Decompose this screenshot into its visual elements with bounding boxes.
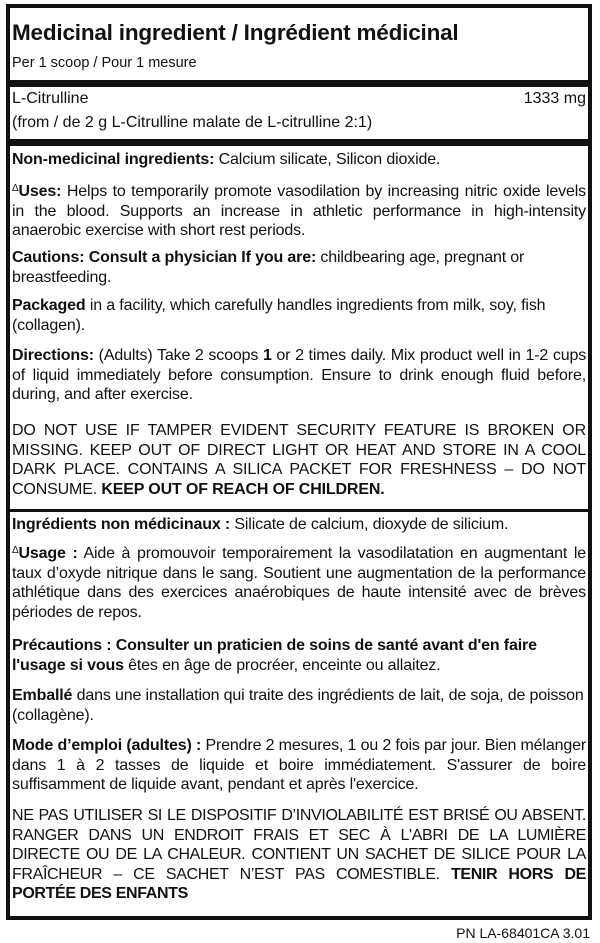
precautions-fr: Précautions : Consulter un praticien de soins de santé avant d'en faire l'usage si vous êtes en âge de procréer, enceinte ou allaitez.	[12, 637, 537, 674]
delta-marker: Δ	[12, 545, 19, 556]
panel-title: Medicinal ingredient / Ingrédient médicinal	[12, 20, 459, 45]
divider-thick	[6, 139, 592, 146]
part-number: PN LA-68401CA 3.01	[456, 925, 590, 941]
delta-marker: Δ	[12, 183, 19, 194]
cautions-en: Cautions: Consult a physician If you are: childbearing age, pregnant or breastfeeding.	[12, 249, 525, 286]
divider-thin	[6, 509, 592, 512]
packaged-en: Packaged in a facility, which carefully handles ingredients from milk, soy, fish (collagen).	[12, 297, 546, 334]
usage-fr: $^\Delta$Usage : Aide à promouvoir temporairement la vasodilatation en augmentant le taux d’oxyde nitrique dans le sang. Soutient une augmentation de la performance athlétique dans des exercices anaérobiques de haute intensité avec de brèves périodes de repos.	[12, 545, 586, 621]
directions-en: Directions: (Adults) Take 2 scoops 1 or 2 times daily. Mix product well in 1-2 cups of liquid immediately before consumption. Ensure to drink enough fluid before, during, and after exercise.	[12, 347, 587, 403]
divider-thick	[6, 80, 592, 87]
serving-size: Per 1 scoop / Pour 1 mesure	[12, 55, 197, 71]
nonmedicinal-ingredients-en: Non-medicinal ingredients: Calcium silicate, Silicon dioxide.	[12, 151, 441, 168]
warning-en: DO NOT USE IF TAMPER EVIDENT SECURITY FEATURE IS BROKEN OR MISSING. KEEP OUT OF DIRECT LIGHT OR HEAT AND STORE IN A COOL DARK PLACE. CONTAINS A SILICA PACKET FOR FRESHNESS – DO NOT CONSUME. KEEP OUT OF REACH OF CHILDREN.	[12, 422, 586, 498]
ingredient-source: (from / de 2 g L-Citrulline malate de L-citrulline 2:1)	[12, 114, 373, 131]
emballe-fr: Emballé dans une installation qui traite des ingrédients de lait, de soja, de poisson (collagène).	[12, 687, 584, 724]
warning-fr: NE PAS UTILISER SI LE DISPOSITIF D’INVIOLABILITÉ EST BRISÉ OU ABSENT. RANGER DANS UN ENDROIT FRAIS ET SEC À L'ABRI DE LA LUMIÈRE DIRECTE OU DE LA CHALEUR. CONTIENT UN SACHET DE SILICE POUR LA FRAÎCHEUR – CE SACHET N’EST PAS COMESTIBLE. TENIR HORS DE PORTÉE DES ENFANTS	[12, 807, 586, 902]
uses-en: $^\Delta$Uses: Helps to temporarily promote vasodilation by increasing nitric oxide levels in the blood. Supports an increase in athletic performance in high-intensity anaerobic exercise with short rest periods.	[12, 183, 587, 239]
mode-emploi-fr: Mode d’emploi (adultes) : Prendre 2 mesures, 1 ou 2 fois par jour. Bien mélanger dans 1 à 2 tasses de liquide et boire immédiatement. S'assurer de boire suffisamment de liquide avant, pendant et après l'exercice.	[12, 737, 587, 793]
ingredient-amount: 1333 mg	[523, 90, 586, 107]
nonmedicinal-ingredients-fr: Ingrédients non médicinaux : Silicate de calcium, dioxyde de silicium.	[12, 516, 509, 533]
ingredient-name: L-Citrulline	[12, 90, 89, 107]
